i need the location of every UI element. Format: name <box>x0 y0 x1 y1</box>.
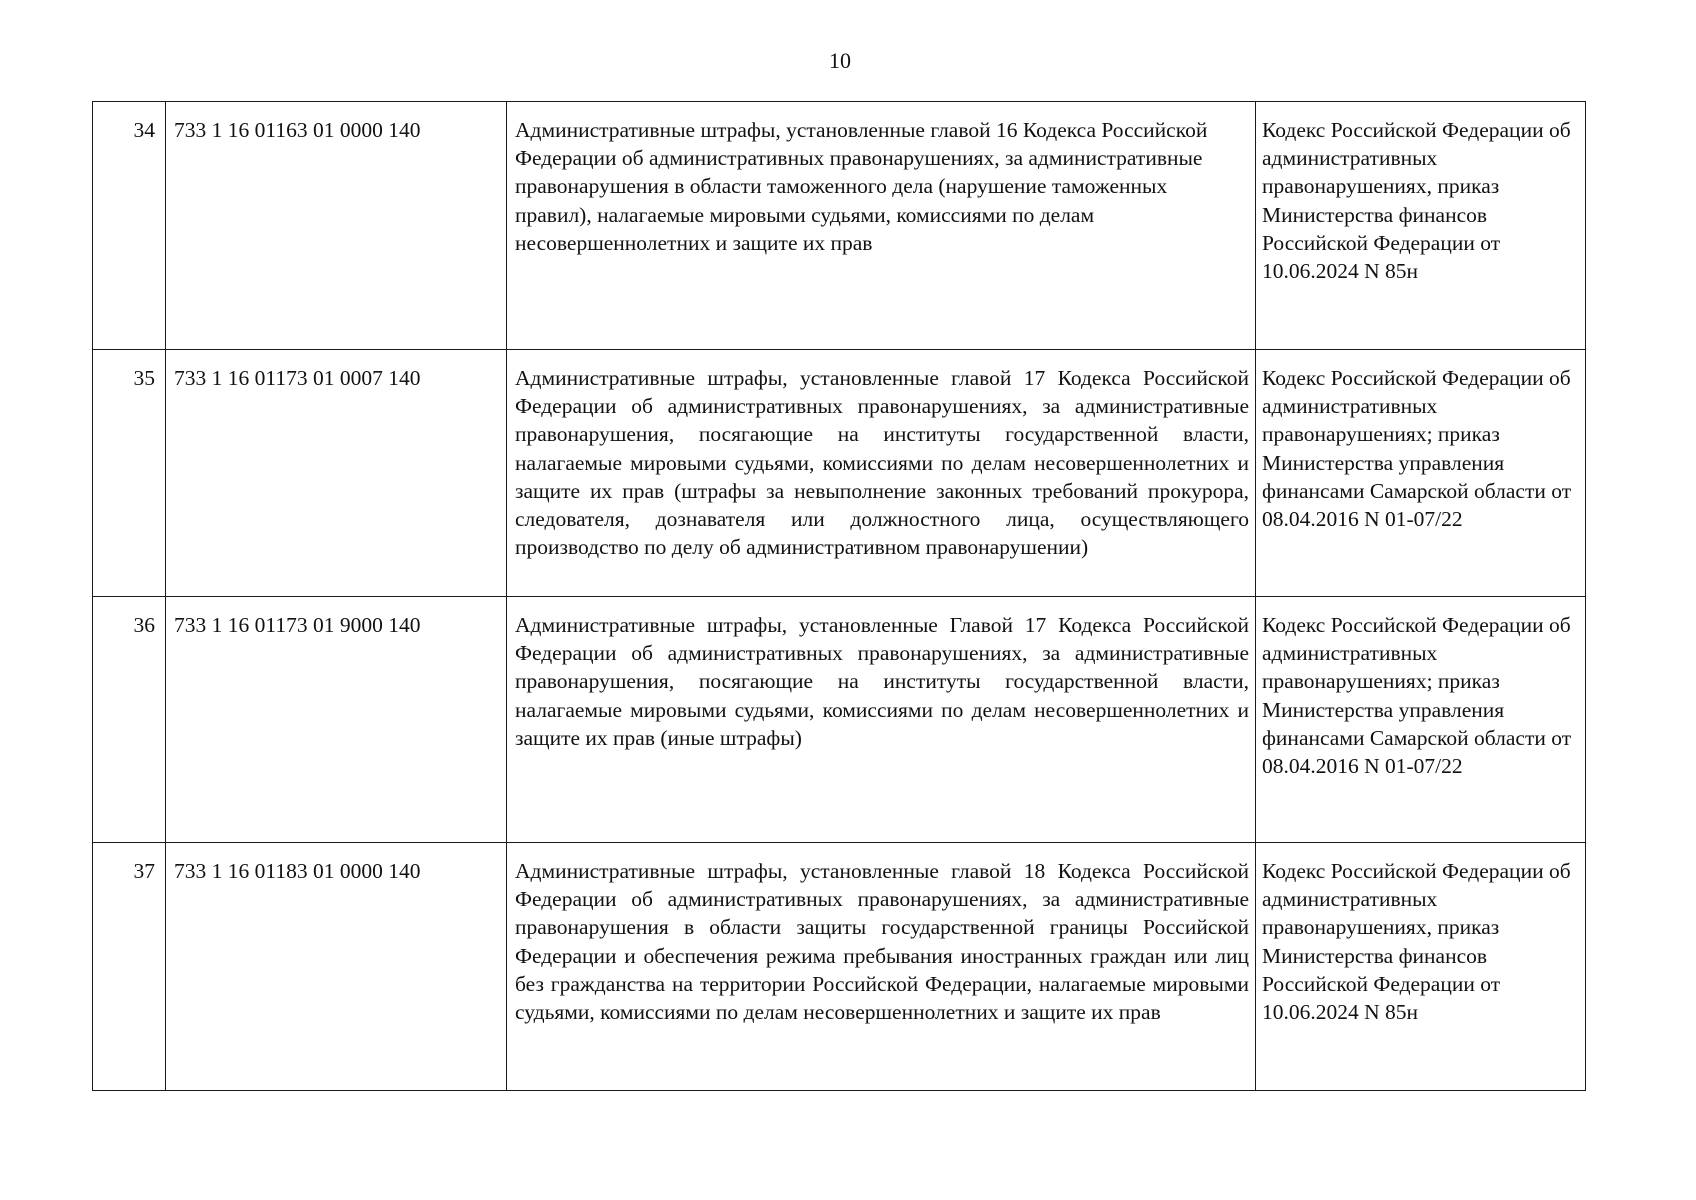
row-number-cell: 34 <box>93 102 166 350</box>
description-cell: Административные штрафы, установленные Главой 17 Кодекса Российской Федерации об административных правонарушениях, за административные правонарушения, посягающие на институты государственной власти, налагаемые мировыми судьями, комиссиями по делам несовершеннолетних и защите их прав (иные штрафы) <box>507 597 1256 843</box>
budget-codes-table <box>92 101 1586 1091</box>
description-cell: Административные штрафы, установленные главой 18 Кодекса Российской Федерации об административных правонарушениях, за административные правонарушения в области защиты государственной границы Российской Федерации и обеспечения режима пребывания иностранных граждан или лиц без гражданства на территории Российской Федерации, налагаемые мировыми судьями, комиссиями по делам несовершеннолетних и защите их прав <box>507 843 1256 1091</box>
row-number-cell: 37 <box>93 843 166 1091</box>
description-cell: Административные штрафы, установленные главой 17 Кодекса Российской Федерации об административных правонарушениях, за административные правонарушения, посягающие на институты государственной власти, налагаемые мировыми судьями, комиссиями по делам несовершеннолетних и защите их прав (штрафы за невыполнение законных требований прокурора, следователя, дознавателя или должностного лица, осуществляющего производство по делу об административном правонарушении) <box>507 350 1256 597</box>
legal-basis-cell: Кодекс Российской Федерации об административных правонарушениях, приказ Министерства финансов Российской Федерации от 10.06.2024 N 85н <box>1256 843 1586 1091</box>
page-number: 10 <box>829 48 851 73</box>
budget-code-cell: 733 1 16 01163 01 0000 140 <box>166 102 507 350</box>
legal-basis-cell: Кодекс Российской Федерации об административных правонарушениях, приказ Министерства финансов Российской Федерации от 10.06.2024 N 85н <box>1256 102 1586 350</box>
table-row <box>93 597 1586 843</box>
row-number-cell: 35 <box>93 350 166 597</box>
row-number-cell: 36 <box>93 597 166 843</box>
table-row <box>93 350 1586 597</box>
budget-code-cell: 733 1 16 01173 01 9000 140 <box>166 597 507 843</box>
table-row <box>93 102 1586 350</box>
description-cell: Административные штрафы, установленные главой 16 Кодекса Российской Федерации об административных правонарушениях, за административные правонарушения в области таможенного дела (нарушение таможенных правил), налагаемые мировыми судьями, комиссиями по делам несовершеннолетних и защите их прав <box>507 102 1256 350</box>
legal-basis-cell: Кодекс Российской Федерации об административных правонарушениях; приказ Министерства управления финансами Самарской области от 08.04.2016 N 01-07/22 <box>1256 350 1586 597</box>
legal-basis-cell: Кодекс Российской Федерации об административных правонарушениях; приказ Министерства управления финансами Самарской области от 08.04.2016 N 01-07/22 <box>1256 597 1586 843</box>
budget-code-cell: 733 1 16 01173 01 0007 140 <box>166 350 507 597</box>
table-row <box>93 843 1586 1091</box>
budget-code-cell: 733 1 16 01183 01 0000 140 <box>166 843 507 1091</box>
